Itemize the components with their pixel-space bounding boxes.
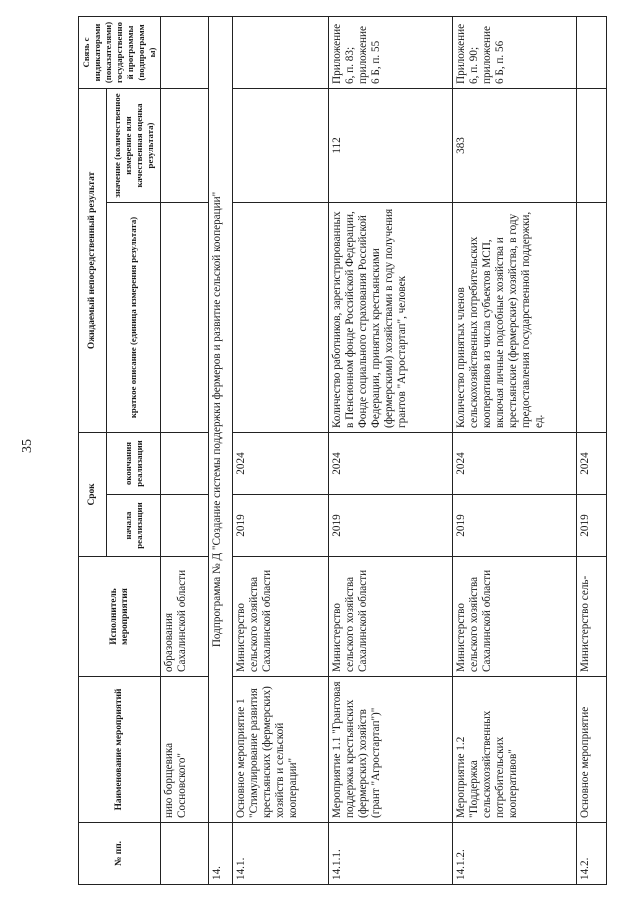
table-row (453, 16, 577, 884)
cell-end: 2024 (577, 432, 607, 494)
activities-table (78, 16, 607, 885)
cell-num: 14.2. (577, 823, 607, 885)
cell-link (577, 16, 607, 88)
cell-link (233, 16, 329, 88)
header-result-desc: краткое описание (единица измерения результата) (107, 202, 161, 432)
page-number: 35 (20, 439, 35, 453)
header-num: № пп. (79, 823, 161, 885)
cell-executor: Министерство сельского хозяйства Сахалинской области (233, 557, 329, 677)
cell-end (161, 432, 209, 494)
cell-start: 2019 (577, 495, 607, 557)
cell-end: 2024 (233, 432, 329, 494)
table-row (161, 16, 209, 884)
cell-desc (577, 202, 607, 432)
header-executor: Исполнитель мероприятия (79, 557, 161, 677)
cell-executor: Министерство сель- (577, 557, 607, 677)
cell-name: нию борщевика Сосновского" (161, 677, 209, 823)
header-term: Срок (79, 432, 107, 556)
cell-link: Приложение 6, п. 83; приложение 6 Б, п. 55 (329, 16, 453, 88)
cell-name: Мероприятие 1.1 "Грантовая поддержка крестьянских (фермерских) хозяйств (грант "Агростартап")" (329, 677, 453, 823)
rotated-table-container (78, 17, 638, 885)
cell-value (233, 88, 329, 202)
cell-link (161, 16, 209, 88)
header-name: Наименование мероприятий (79, 677, 161, 823)
cell-num: 14. (209, 823, 233, 885)
cell-num: 14.1. (233, 823, 329, 885)
header-term-end: окончания реализации (107, 432, 161, 494)
header-term-start: начала реализации (107, 495, 161, 557)
cell-value (161, 88, 209, 202)
cell-start: 2019 (329, 495, 453, 557)
cell-name: Основное мероприятие (577, 677, 607, 823)
table-row (329, 16, 453, 884)
header-result-value: значение (количественное измерение или качественная оценка результата) (107, 88, 161, 202)
header-result: Ожидаемый непосредственный результат (79, 88, 107, 432)
cell-name: Основное мероприятие 1 "Стимулирование развития крестьянских (фермерских) хозяйств и сельской кооперации" (233, 677, 329, 823)
cell-name: Мероприятие 1.2 "Поддержка сельскохозяйственных потребительских кооперативов" (453, 677, 577, 823)
cell-link: Приложение 6, п. 90; приложение 6 Б, п. 56 (453, 16, 577, 88)
cell-desc: Количество работников, зарегистрированных в Пенсионном фонде Российской Федерации, Фонде социального страхования Российской Федерации, принятых крестьянскими (фермерскими) хозяйствами в году получения грантов "Агростартап", человек (329, 202, 453, 432)
subprogram-title: Подпрограмма № Д "Создание системы поддержки фермеров и развитие сельской кооперации" (209, 16, 233, 822)
cell-desc: Количество принятых членов сельскохозяйственных потребительских кооперативов из числа субъектов МСП, включая личные подсобные хозяйства и крестьянские (фермерские) хозяйства, в году предоставления государственной поддержки, ед. (453, 202, 577, 432)
cell-value: 112 (329, 88, 453, 202)
cell-value: 383 (453, 88, 577, 202)
table-row (577, 16, 607, 884)
cell-executor: Министерство сельского хозяйства Сахалинской области (329, 557, 453, 677)
cell-executor: образования Сахалинской области (161, 557, 209, 677)
cell-desc (233, 202, 329, 432)
subprogram-row (209, 16, 233, 884)
cell-num (161, 823, 209, 885)
table-row (233, 16, 329, 884)
header-link: Связь с индикаторами (показателями) государственной программы (подпрограммы) (79, 16, 161, 88)
cell-start: 2019 (453, 495, 577, 557)
cell-start (161, 495, 209, 557)
cell-num: 14.1.2. (453, 823, 577, 885)
cell-end: 2024 (329, 432, 453, 494)
cell-desc (161, 202, 209, 432)
cell-end: 2024 (453, 432, 577, 494)
cell-executor: Министерство сельского хозяйства Сахалинской области (453, 557, 577, 677)
cell-num: 14.1.1. (329, 823, 453, 885)
cell-value (577, 88, 607, 202)
cell-start: 2019 (233, 495, 329, 557)
